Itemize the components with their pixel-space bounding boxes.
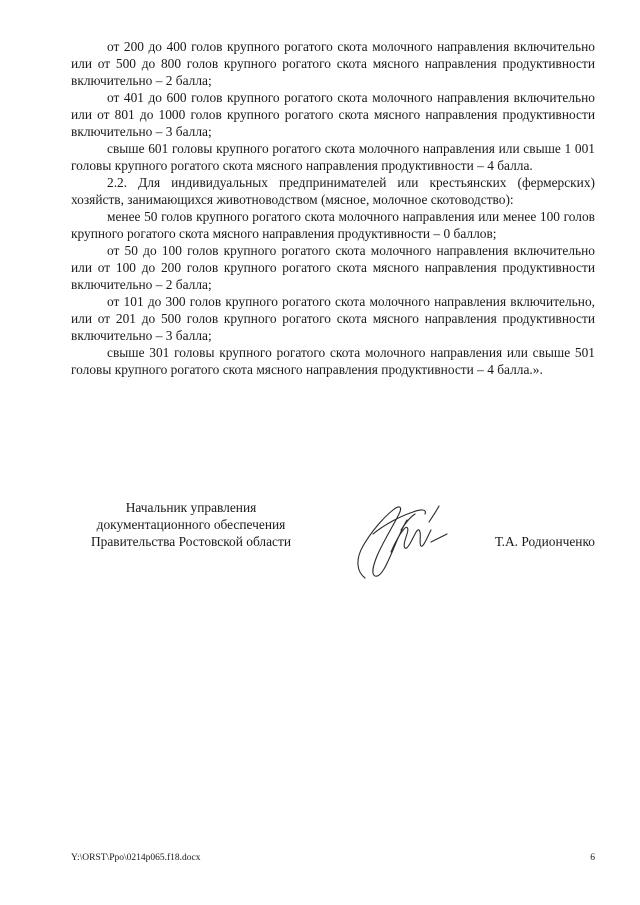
paragraph-over-601: свыше 601 головы крупного рогатого скота молочного направления или свыше 1 001 головы крупного рогатого скота мясного направления продуктивности – 4 балла. xyxy=(71,141,595,173)
paragraph-101-300: от 101 до 300 голов крупного рогатого скота молочного направления включительно, или от 201 до 500 голов крупного рогатого скота мясного направления продуктивности включительно – 3 балла; xyxy=(71,294,595,343)
document-body xyxy=(71,38,595,378)
paragraph-section-2-2: 2.2. Для индивидуальных предпринимателей или крестьянских (фермерских) хозяйств, занимающихся животноводством (мясное, молочное скотоводство): xyxy=(71,175,595,207)
paragraph-50-100: от 50 до 100 голов крупного рогатого скота молочного направления включительно или от 100 до 200 голов крупного рогатого скота мясного направления продуктивности включительно – 2 балла; xyxy=(71,243,595,292)
paragraph-401-600: от 401 до 600 голов крупного рогатого скота молочного направления включительно или от 801 до 1000 голов крупного рогатого скота мясного направления продуктивности включительно – 3 балла; xyxy=(71,90,595,139)
paragraph-over-301: свыше 301 головы крупного рогатого скота молочного направления или свыше 501 головы крупного рогатого скота мясного направления продуктивности – 4 балла.». xyxy=(71,345,595,377)
signer-title-line-2: документационного обеспечения xyxy=(96,517,286,532)
paragraph-200-400: от 200 до 400 голов крупного рогатого скота молочного направления включительно или от 500 до 800 голов крупного рогатого скота мясного направления продуктивности включительно – 2 балла; xyxy=(71,39,595,88)
paragraph-less-50: менее 50 голов крупного рогатого скота молочного направления или менее 100 голов крупного рогатого скота мясного направления продуктивности – 0 баллов; xyxy=(71,209,595,241)
footer-page-number: 6 xyxy=(590,853,595,863)
signer-title-line-1: Начальник управления xyxy=(125,500,257,515)
signer-name: Т.А. Родионченко xyxy=(494,534,595,549)
handwritten-signature-icon xyxy=(343,494,453,584)
signer-title-line-3: Правительства Ростовской области xyxy=(90,534,292,549)
signer-title xyxy=(71,499,311,550)
signature-block xyxy=(0,470,640,590)
footer-file-path: Y:\ORST\Ppo\0214p065.f18.docx xyxy=(71,853,201,863)
